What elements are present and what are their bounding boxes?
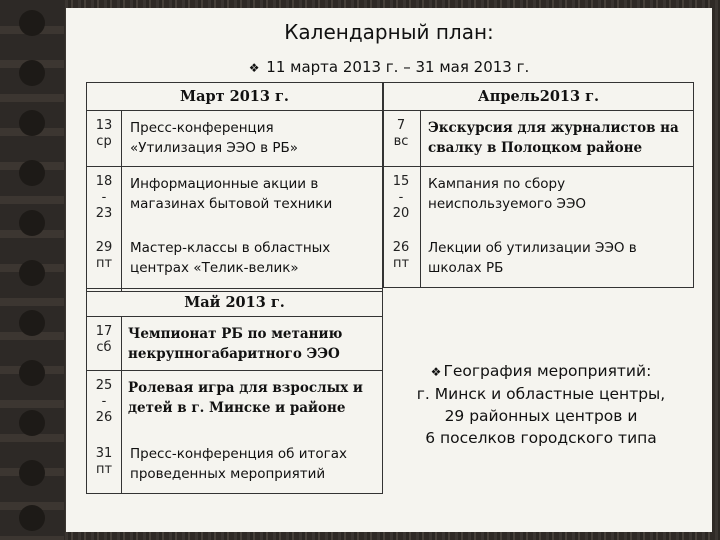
- event-text: [128, 378, 363, 418]
- day-number: 29: [95, 240, 113, 255]
- weekday: ср: [96, 134, 112, 149]
- date-cell: [386, 174, 416, 222]
- day-number: 26: [95, 410, 113, 425]
- march-divider: [121, 110, 122, 292]
- event-line: Пресс-конференция об итогах: [130, 446, 348, 462]
- binding-hole: [19, 260, 45, 286]
- binding-hole: [19, 210, 45, 236]
- geography-line: 6 поселков городского типа: [425, 429, 657, 447]
- geography-line: 29 районных центров и: [444, 407, 638, 425]
- event-text: [128, 324, 342, 364]
- date-cell: [90, 378, 118, 426]
- geography-line: г. Минск и областные центры,: [416, 385, 666, 403]
- binding-hole: [19, 360, 45, 386]
- event-line: магазинах бытовой техники: [130, 196, 333, 212]
- binding-hole: [19, 310, 45, 336]
- event-line: школах РБ: [428, 260, 504, 276]
- event-line: проведенных мероприятий: [130, 466, 326, 482]
- event-line: Лекции об утилизации ЭЭО в: [428, 240, 637, 256]
- april-divider: [420, 110, 421, 288]
- event-text: [130, 238, 330, 278]
- weekday: пт: [95, 462, 113, 477]
- date-cell: [386, 118, 416, 150]
- diamond-bullet-icon: ❖: [430, 365, 442, 379]
- event-line: центрах «Телик-велик»: [130, 260, 299, 276]
- weekday: пт: [95, 256, 113, 271]
- date-cell: [90, 174, 118, 222]
- date-cell: [90, 240, 118, 272]
- day-number: 17: [95, 324, 113, 339]
- day-number: 18: [95, 174, 113, 189]
- date-dash: -: [398, 190, 404, 205]
- date-cell: [386, 240, 416, 272]
- date-cell: [90, 446, 118, 478]
- page-title: Календарный план:: [284, 20, 494, 44]
- event-line: Информационные акции в: [130, 176, 319, 192]
- event-text: [130, 118, 298, 158]
- date-cell: [90, 118, 118, 150]
- event-line: свалку в Полоцком районе: [428, 140, 643, 156]
- binding-hole: [19, 460, 45, 486]
- geography-heading: География мероприятий: [443, 362, 647, 380]
- day-number: 31: [95, 446, 113, 461]
- day-number: 13: [95, 118, 113, 133]
- weekday: сб: [96, 340, 112, 355]
- day-number: 23: [95, 206, 113, 221]
- binding-hole: [19, 60, 45, 86]
- may-heading: Май 2013 г.: [184, 294, 285, 311]
- date-range-text: 11 марта 2013 г. – 31 мая 2013 г.: [266, 58, 530, 76]
- march-heading: Март 2013 г.: [180, 88, 289, 105]
- event-text: [130, 174, 332, 214]
- event-line: Пресс-конференция: [130, 120, 274, 136]
- event-line: Экскурсия для журналистов на: [428, 120, 679, 136]
- diamond-bullet-icon: ❖: [248, 61, 260, 75]
- day-number: 7: [396, 118, 406, 133]
- binding-hole: [19, 410, 45, 436]
- event-text: [428, 174, 586, 214]
- event-line: неиспользуемого ЭЭО: [428, 196, 587, 212]
- may-divider: [121, 316, 122, 494]
- geography-colon: :: [646, 362, 652, 380]
- day-number: 20: [392, 206, 410, 221]
- binding-hole: [19, 110, 45, 136]
- event-line: Чемпионат РБ по метанию: [128, 326, 343, 342]
- binding-hole: [19, 10, 45, 36]
- event-line: Ролевая игра для взрослых и: [128, 380, 363, 396]
- geography-heading-line: [396, 360, 686, 383]
- weekday: вс: [393, 134, 409, 149]
- april-heading: Апрель2013 г.: [477, 88, 600, 105]
- event-line: «Утилизация ЭЭО в РБ»: [130, 140, 299, 156]
- event-line: детей в г. Минске и районе: [128, 400, 346, 416]
- day-number: 15: [392, 174, 410, 189]
- date-cell: [90, 324, 118, 356]
- event-text: [130, 444, 347, 484]
- event-line: некрупногабаритного ЭЭО: [128, 346, 340, 362]
- weekday: пт: [392, 256, 410, 271]
- event-line: Кампания по сбору: [428, 176, 566, 192]
- event-text: [428, 118, 679, 158]
- binding-hole: [19, 505, 45, 531]
- geography-block: [396, 360, 686, 449]
- date-dash: -: [101, 190, 107, 205]
- date-range: [66, 58, 712, 76]
- day-number: 26: [392, 240, 410, 255]
- date-dash: -: [101, 394, 107, 409]
- event-text: [428, 238, 637, 278]
- binding-hole: [19, 160, 45, 186]
- day-number: 25: [95, 378, 113, 393]
- event-line: Мастер-классы в областных: [130, 240, 331, 256]
